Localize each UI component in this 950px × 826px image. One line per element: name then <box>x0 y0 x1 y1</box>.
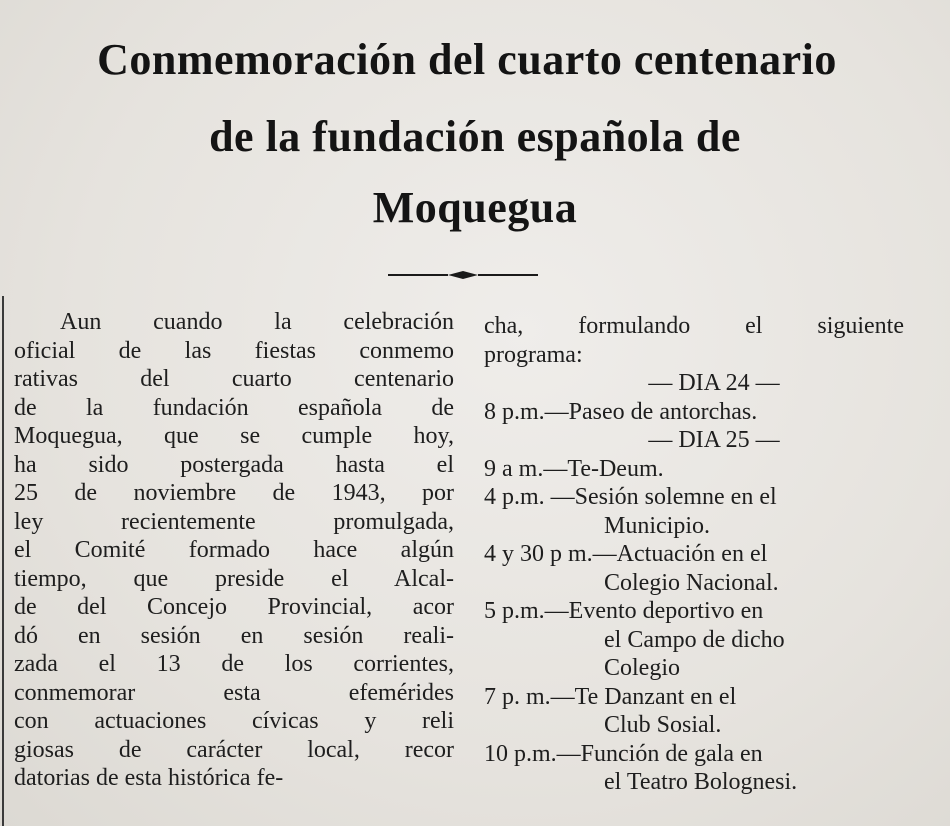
program-description: Función de gala en <box>580 740 763 767</box>
program-item <box>484 398 904 427</box>
column-rule <box>2 296 4 826</box>
intro-line: cha, formulando el siguiente <box>484 313 904 339</box>
program-description: Te-Deum. <box>567 455 664 482</box>
program-item <box>484 740 904 769</box>
body-text-line: 25 de noviembre de 1943, por <box>14 480 454 506</box>
body-text-line: rativas del cuarto centenario <box>14 366 454 392</box>
program-item <box>484 455 904 484</box>
body-text-line: de del Concejo Provincial, acor <box>14 594 454 620</box>
body-text-line: Moquegua, que se cumple hoy, <box>14 423 454 449</box>
program-time: 10 p.m.— <box>484 740 581 767</box>
program-description-continued: Colegio <box>604 655 680 681</box>
program-time: 5 p.m.— <box>484 598 569 624</box>
program-item <box>484 683 904 712</box>
program-time: 9 a m.— <box>484 455 568 482</box>
headline-line-3: Moquegua <box>372 183 578 232</box>
program-time: 8 p.m.— <box>484 398 569 425</box>
program-description-continued: el Teatro Bolognesi. <box>604 769 798 795</box>
body-text-line: de la fundación española de <box>14 394 454 421</box>
program-description: Sesión solemne en el <box>574 484 777 510</box>
body-text-line: giosas de carácter local, recor <box>14 736 454 763</box>
body-text-line: datorias de esta histórica fe- <box>14 765 284 791</box>
body-text-line: con actuaciones cívicas y reli <box>14 708 454 734</box>
program-time: 7 p. m.— <box>484 683 575 710</box>
body-text-line: el Comité formado hace algún <box>14 537 454 563</box>
program-description-continued: Colegio Nacional. <box>604 569 779 596</box>
program-description: Te Danzant en el <box>574 683 737 710</box>
body-text-line: ha sido postergada hasta el <box>14 451 454 478</box>
body-text-line: tiempo, que preside el Alcal- <box>14 565 454 592</box>
headline-line-2: de la fundación española de <box>209 112 741 161</box>
left-column <box>14 308 454 793</box>
ornamental-divider <box>388 270 538 280</box>
body-text-line: Aun cuando la celebración <box>60 309 454 335</box>
program-item <box>484 483 904 512</box>
body-text-line: conmemorar esta efemérides <box>14 679 454 706</box>
program-item <box>484 597 904 626</box>
program-item <box>484 540 904 569</box>
body-text-line: ley recientemente promulgada, <box>14 508 454 535</box>
right-column <box>484 312 904 797</box>
headline-line-1: Conmemoración del cuarto centenario <box>97 35 837 84</box>
intro-line: programa: <box>484 341 583 368</box>
body-text-line: dó en sesión en sesión reali- <box>14 622 454 649</box>
program-description: Evento deportivo en <box>568 598 764 624</box>
program-time: 4 y 30 p m.— <box>484 541 617 567</box>
body-text-line: zada el 13 de los corrientes, <box>14 651 454 677</box>
day-heading: — DIA 24 — <box>648 370 780 396</box>
program-description: Paseo de antorchas. <box>568 398 758 425</box>
program-description-continued: Municipio. <box>604 512 710 539</box>
program-description-continued: Club Sosial. <box>604 712 722 738</box>
day-heading: — DIA 25 — <box>648 427 780 453</box>
body-text-line: oficial de las fiestas conmemo <box>14 337 454 364</box>
program-description-continued: el Campo de dicho <box>604 626 785 653</box>
program-description: Actuación en el <box>616 541 768 567</box>
program-time: 4 p.m. — <box>484 484 575 510</box>
